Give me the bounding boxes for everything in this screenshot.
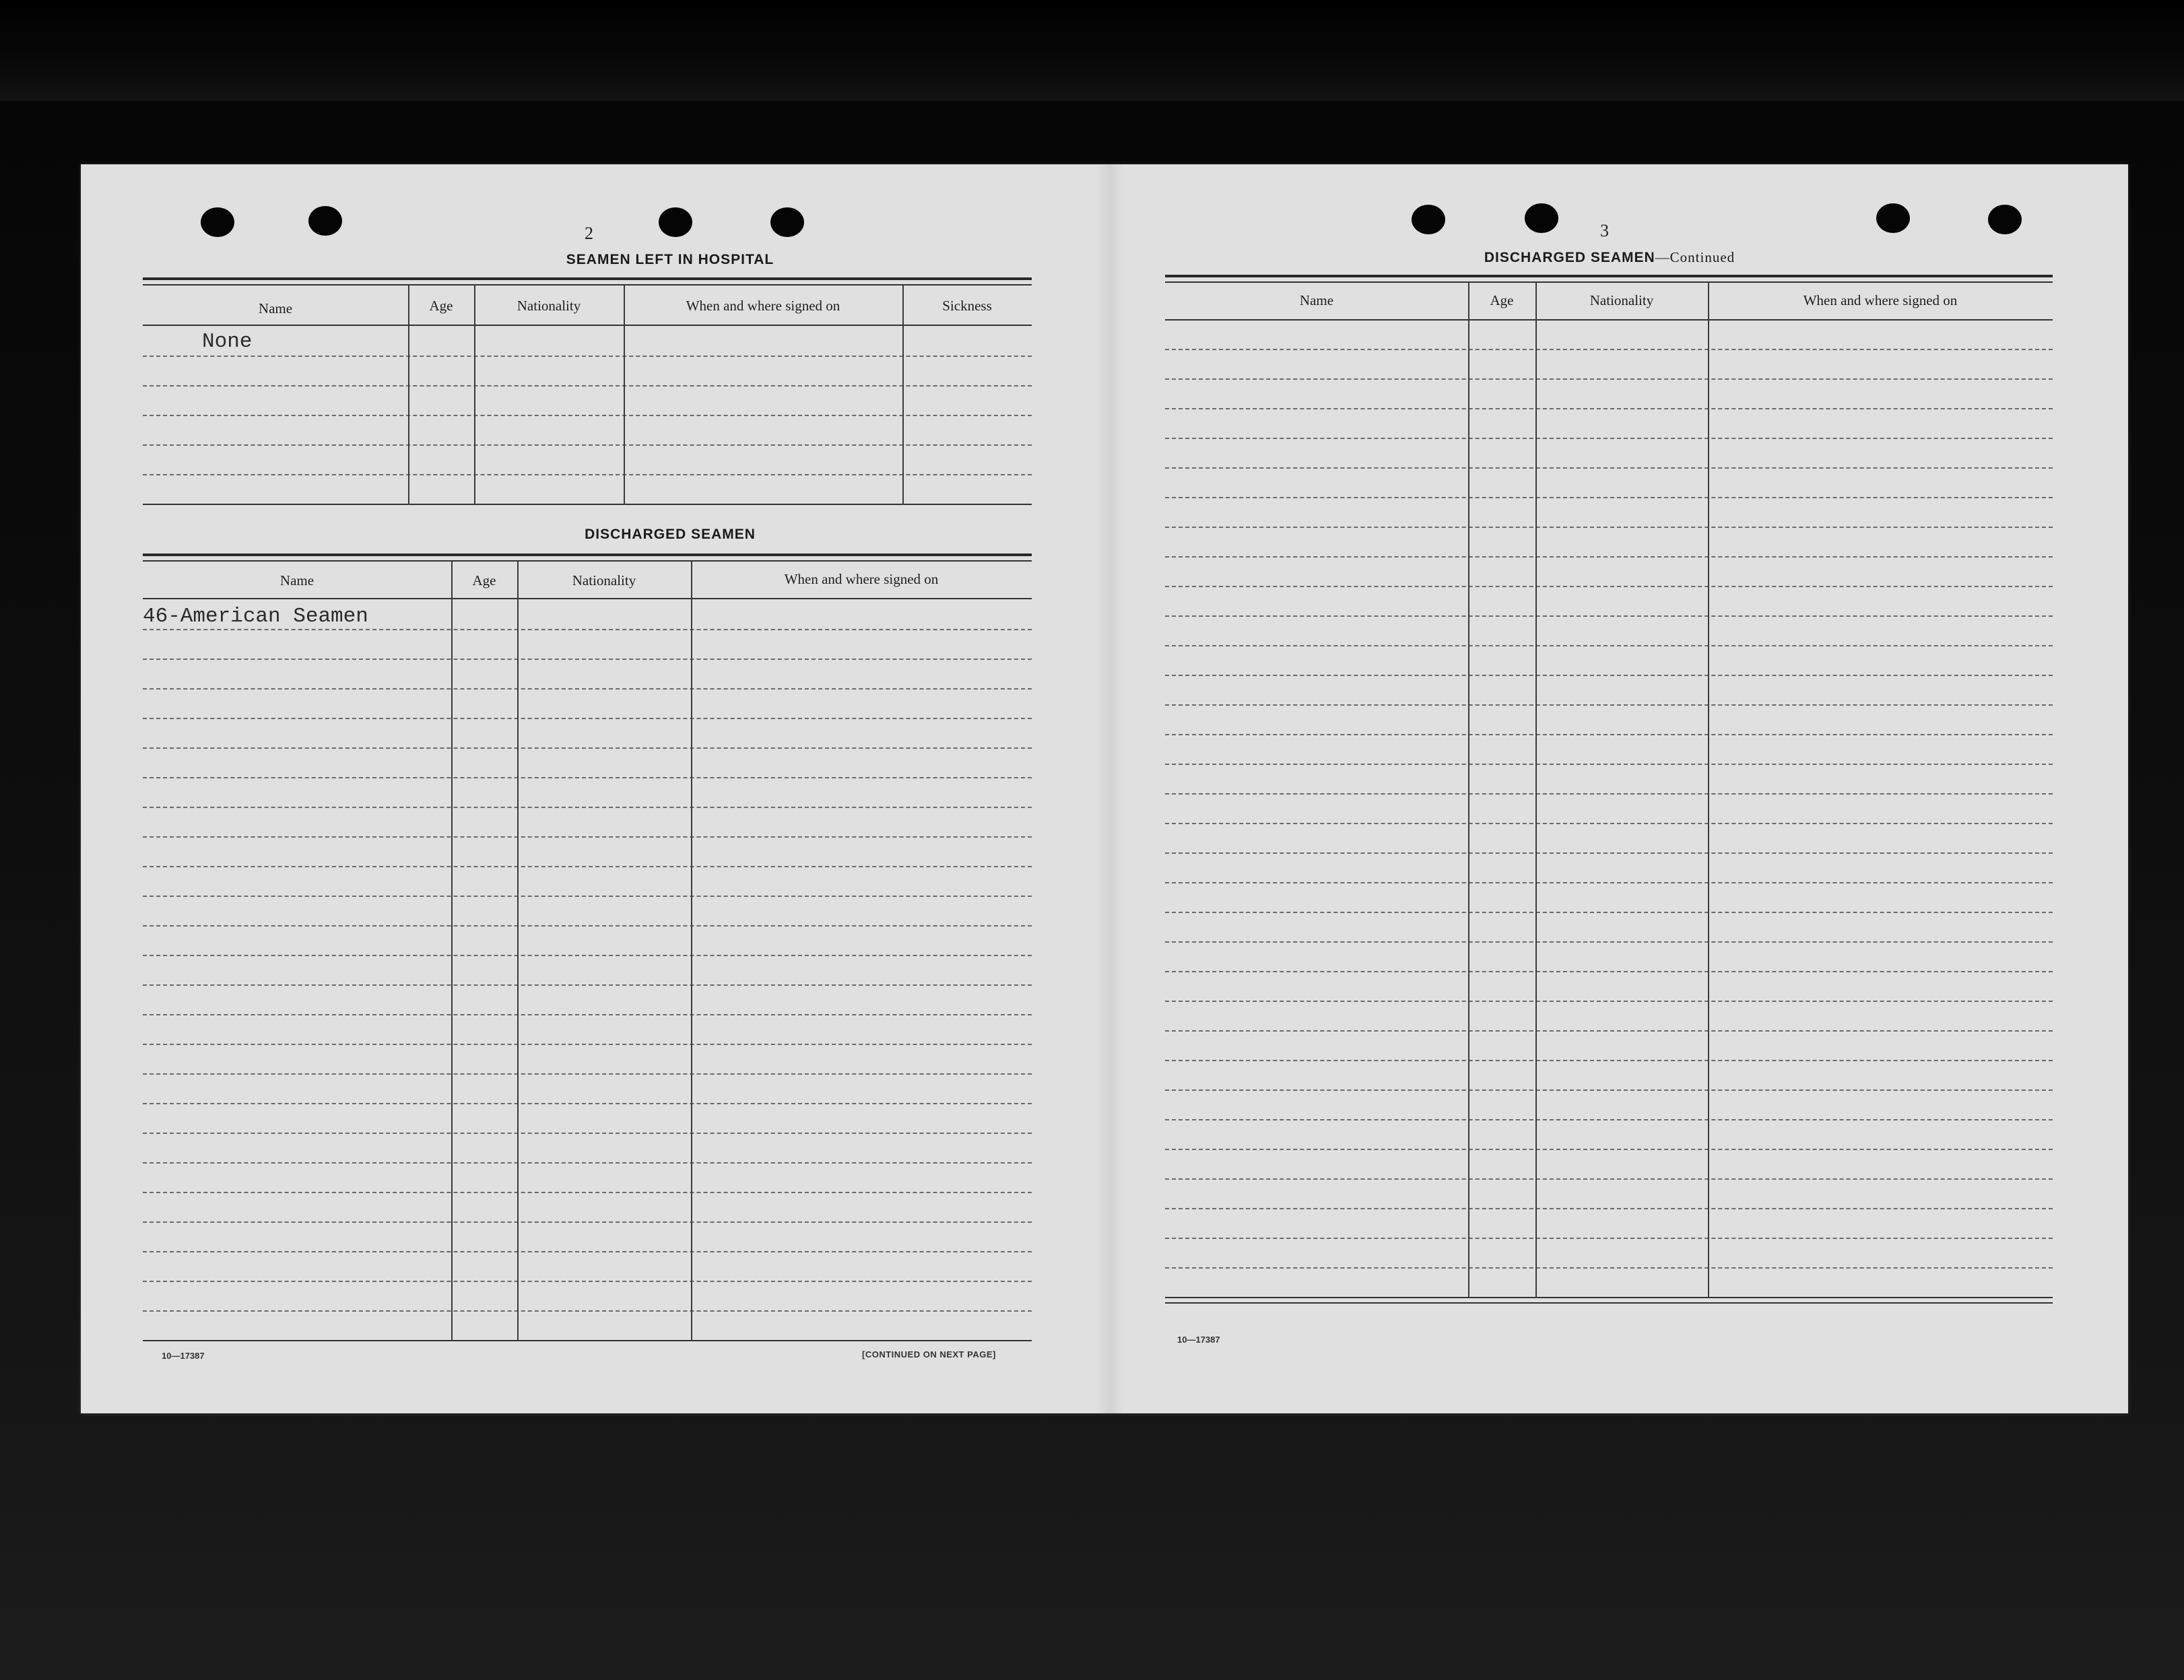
column-header-nationality: Nationality xyxy=(572,572,636,589)
binder-hole xyxy=(1412,205,1445,234)
page-number: 2 xyxy=(585,224,593,243)
binder-hole xyxy=(1525,203,1558,233)
continued-note: [CONTINUED ON NEXT PAGE] xyxy=(862,1349,996,1359)
section-title-discharged: DISCHARGED SEAMEN xyxy=(585,527,756,542)
column-header-sickness: Sickness xyxy=(942,298,992,314)
discharged-table xyxy=(143,553,1032,1348)
scan-border xyxy=(0,0,2184,101)
hospital-entry: None xyxy=(202,330,253,354)
discharged-continued-table xyxy=(1165,275,2053,1335)
discharged-entry: 46-American Seamen xyxy=(143,605,368,628)
column-header-name: Name xyxy=(258,300,293,316)
column-header-age: Age xyxy=(1490,292,1514,308)
section-title-text: DISCHARGED SEAMEN xyxy=(1484,250,1655,265)
hospital-table xyxy=(143,277,1032,508)
column-header-age: Age xyxy=(472,572,496,589)
column-header-signed-on: When and where signed on xyxy=(1803,292,1958,308)
binder-hole xyxy=(308,206,342,236)
column-header-age: Age xyxy=(429,298,453,314)
binder-hole xyxy=(1988,205,2022,234)
column-header-nationality: Nationality xyxy=(1589,292,1654,308)
column-header-name: Name xyxy=(279,572,315,589)
center-fold xyxy=(1096,164,1123,1413)
binder-hole xyxy=(770,207,804,237)
form-code: 10—17387 xyxy=(1177,1335,1220,1345)
column-header-nationality: Nationality xyxy=(517,298,581,314)
binder-hole xyxy=(201,207,234,237)
binder-hole xyxy=(1876,203,1910,233)
column-header-signed-on: When and where signed on xyxy=(686,298,840,314)
section-title-hospital: SEAMEN LEFT IN HOSPITAL xyxy=(566,252,774,267)
section-title-suffix: —Continued xyxy=(1655,249,1735,265)
column-header-signed-on: When and where signed on xyxy=(784,571,939,587)
page-number: 3 xyxy=(1600,221,1609,240)
column-header-name: Name xyxy=(1299,292,1334,308)
section-title-discharged-continued xyxy=(1360,249,1859,266)
form-code: 10—17387 xyxy=(162,1351,205,1361)
ledger-sheet xyxy=(81,164,2128,1413)
binder-hole xyxy=(659,207,692,237)
